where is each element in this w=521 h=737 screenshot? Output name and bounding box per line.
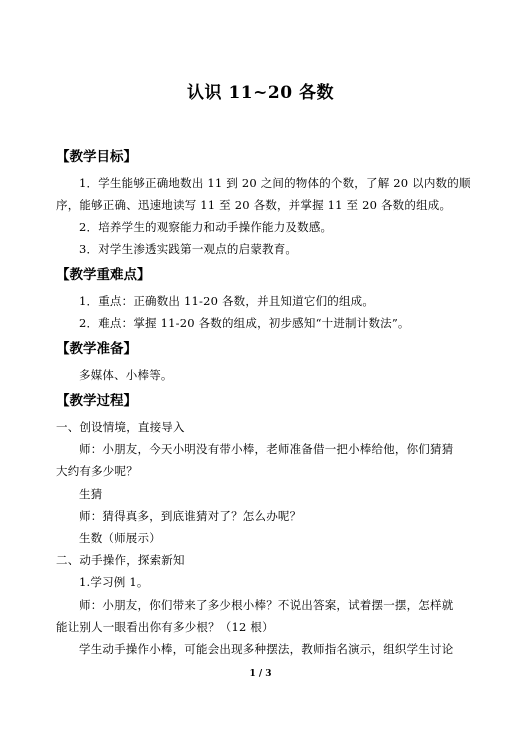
- document-title: 认识 11~20 各数: [187, 83, 334, 103]
- paragraph-line: 师：小朋友，今天小明没有带小棒，老师准备借一把小棒给他，你们猜猜: [79, 442, 454, 456]
- section-heading-preparation: 【教学准备】: [56, 341, 137, 357]
- paragraph-line: 2．培养学生的观察能力和动手操作能力及数感。: [79, 220, 333, 234]
- paragraph-line: 多媒体、小棒等。: [79, 368, 173, 382]
- paragraph-line: 二、动手操作，探索新知: [56, 553, 185, 567]
- paragraph-line: 师：小朋友，你们带来了多少根小棒？不说出答案，试着摆一摆，怎样就: [79, 598, 454, 612]
- paragraph-line: 学生动手操作小棒，可能会出现多种摆法，教师指名演示，组织学生讨论: [79, 642, 454, 656]
- paragraph-line: 生数（师展示）: [79, 531, 161, 545]
- section-heading-process: 【教学过程】: [56, 393, 137, 409]
- section-heading-key-points: 【教学重难点】: [56, 267, 151, 283]
- paragraph-line: 能让别人一眼看出你有多少根？（12 根）: [56, 620, 274, 634]
- paragraph-line: 3．对学生渗透实践第一观点的启蒙教育。: [79, 242, 298, 256]
- paragraph-line: 序，能够正确、迅速地读写 11 至 20 各数，并掌握 11 至 20 各数的组成。: [56, 198, 452, 212]
- paragraph-line: 师：猜得真多，到底谁猜对了？怎么办呢？: [79, 509, 302, 523]
- section-heading-objectives: 【教学目标】: [56, 149, 137, 165]
- paragraph-line: 1.学习例 1。: [79, 575, 149, 589]
- paragraph-line: 1．学生能够正确地数出 11 到 20 之间的物体的个数，了解 20 以内数的顺: [79, 176, 471, 190]
- paragraph-line: 大约有多少呢？: [56, 464, 138, 478]
- page-number: 1 / 3: [249, 669, 272, 679]
- paragraph-line: 2．难点：掌握 11-20 各数的组成，初步感知“十进制计数法”。: [79, 316, 410, 330]
- paragraph-line: 1．重点：正确数出 11-20 各数，并且知道它们的组成。: [79, 294, 375, 308]
- paragraph-line: 一、创设情境，直接导入: [56, 420, 185, 434]
- paragraph-line: 生猜: [79, 487, 103, 501]
